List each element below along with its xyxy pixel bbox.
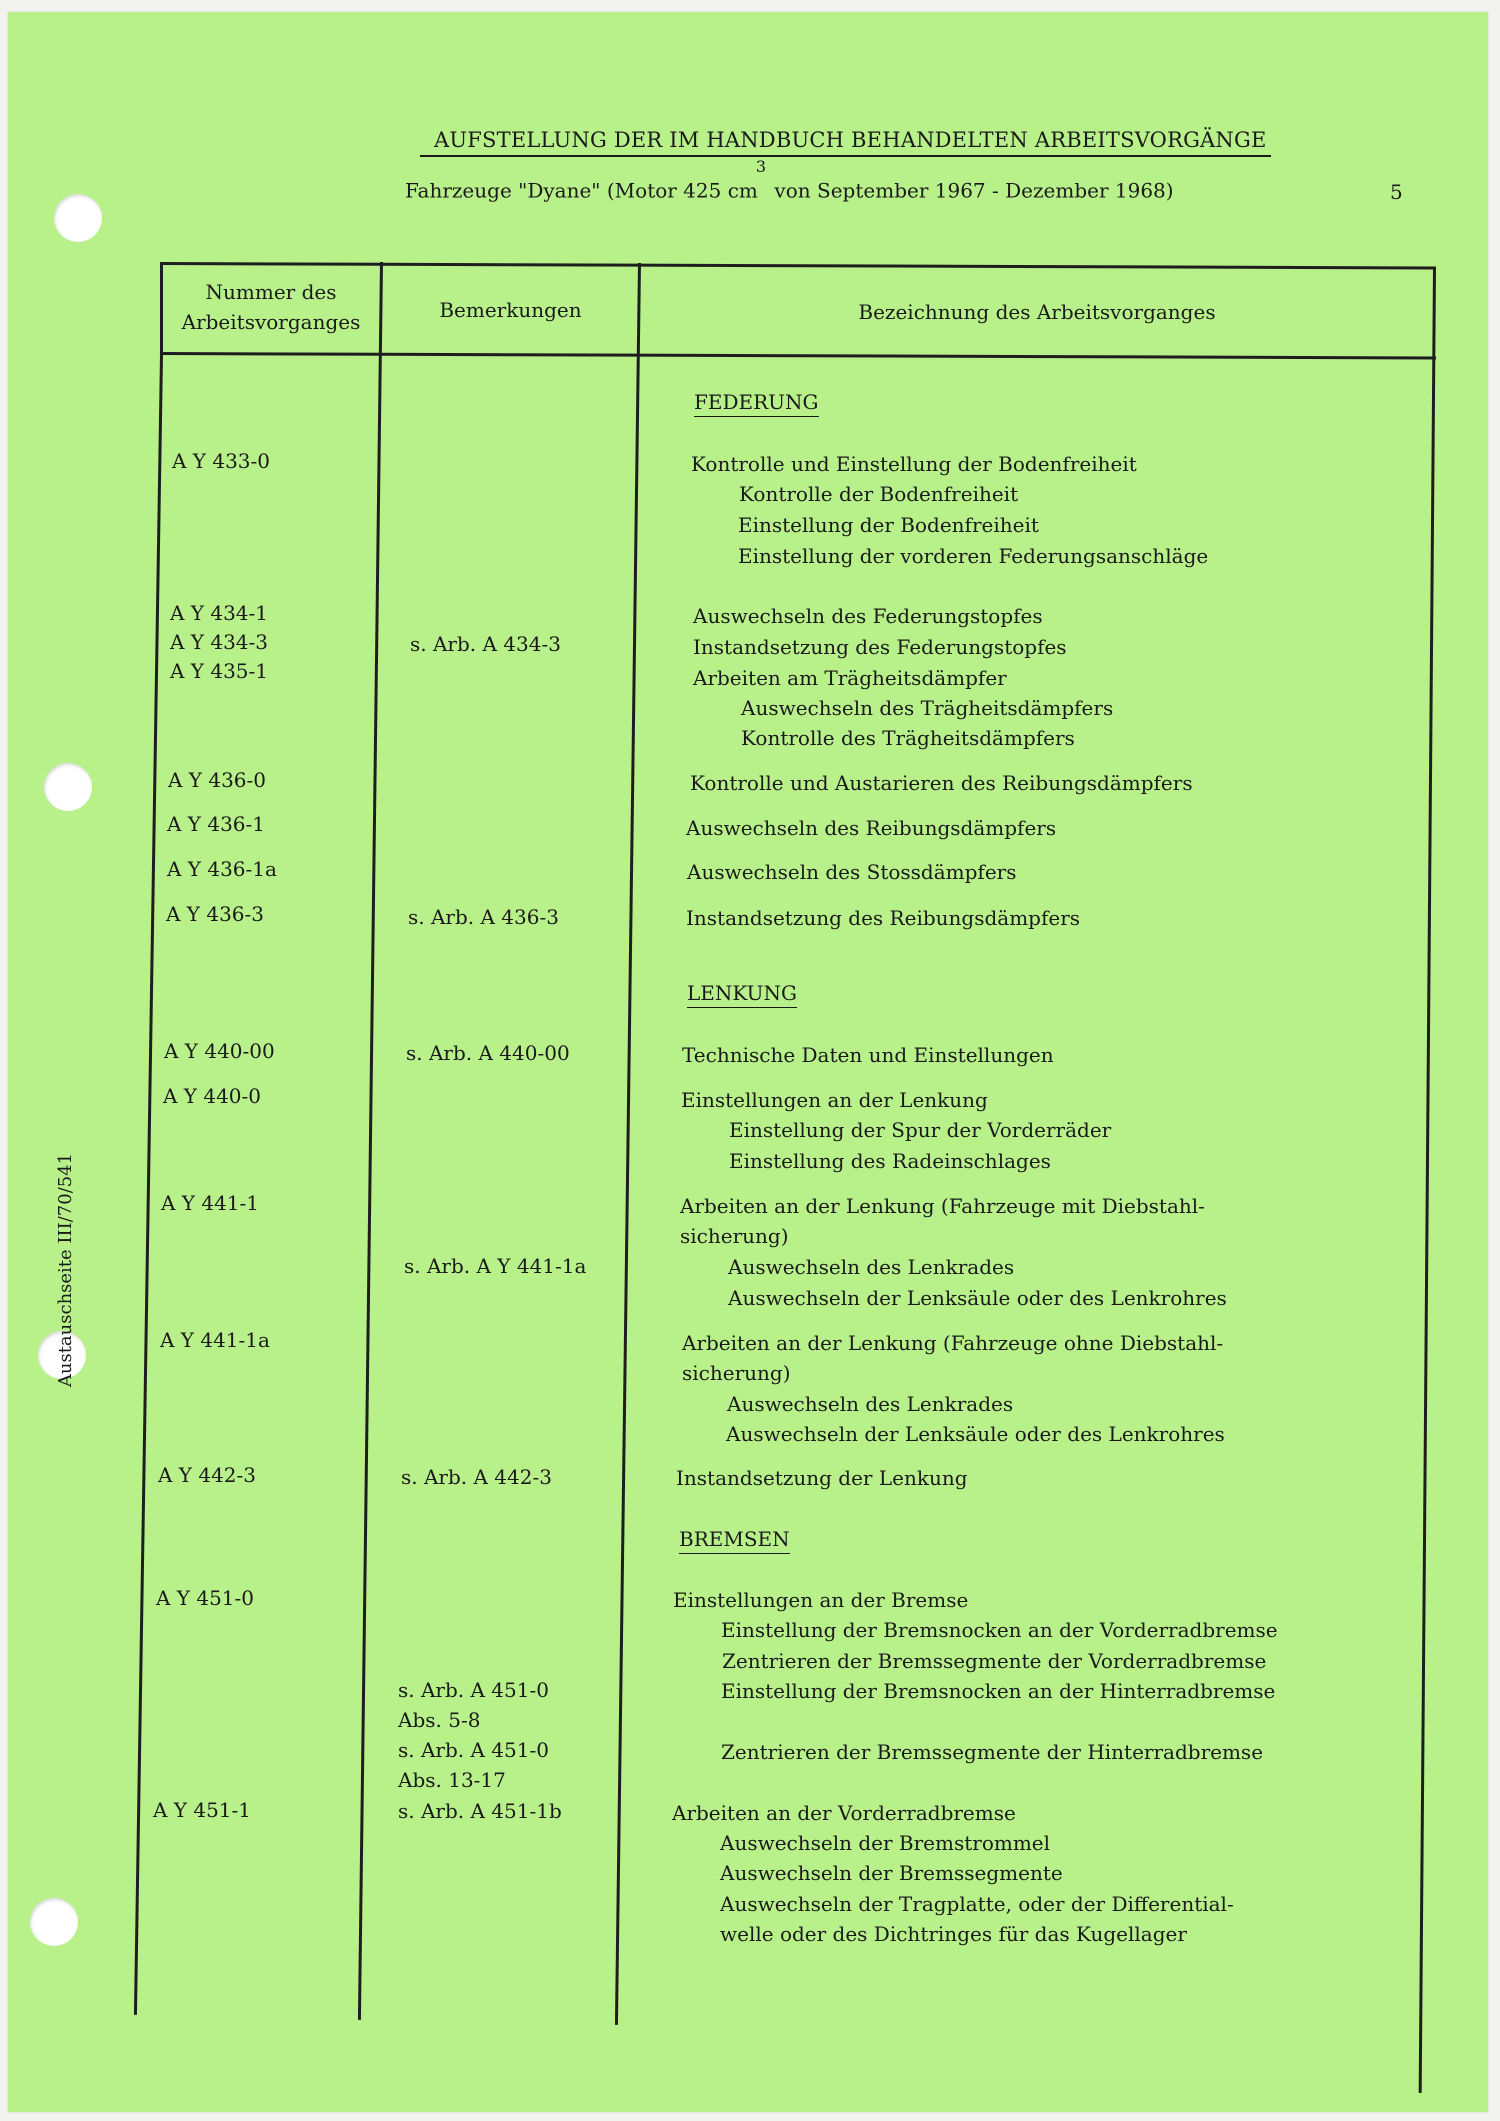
work-number: A Y 440-00 [164,1039,275,1063]
work-remark: s. Arb. A 451-1b [398,1799,562,1823]
work-description: Einstellungen an der Lenkung [681,1088,988,1112]
punch-hole [54,194,102,242]
work-description: Instandsetzung des Federungstopfes [693,635,1067,659]
work-number: A Y 451-1 [153,1798,252,1822]
header-number: Nummer des Arbeitsvorganges [181,280,361,334]
punch-hole [44,763,92,811]
work-subdescription: Kontrolle des Trägheitsdämpfers [741,726,1075,750]
work-remark: Abs. 5-8 [398,1708,481,1732]
work-remark: s. Arb. A 442-3 [401,1465,552,1489]
work-subdescription: Kontrolle der Bodenfreiheit [739,482,1019,506]
work-remark: Abs. 13-17 [398,1768,506,1792]
work-number: A Y 434-1 [170,601,269,625]
work-description: Auswechseln des Federungstopfes [693,604,1043,628]
work-number: A Y 433-0 [172,449,271,473]
work-remark: s. Arb. A Y 441-1a [404,1254,587,1278]
work-number: A Y 441-1 [161,1191,260,1215]
header-description: Bezeichnung des Arbeitsvorganges [858,300,1216,324]
work-subdescription: Auswechseln des Trägheitsdämpfers [741,696,1114,720]
section-heading: FEDERUNG [694,390,819,414]
work-description: Einstellungen an der Bremse [673,1588,969,1612]
work-description: Instandsetzung des Reibungsdämpfers [686,906,1081,930]
work-description: Arbeiten an der Vorderradbremse [672,1801,1016,1825]
work-description: Auswechseln des Reibungsdämpfers [686,816,1057,840]
work-subdescription: Einstellung der Bremsnocken an der Hinterradbremse [721,1679,1276,1703]
section-heading: BREMSEN [679,1527,790,1551]
work-subdescription: Auswechseln der Tragplatte, oder der Differential- [720,1892,1234,1916]
work-subdescription: Einstellung der Bodenfreiheit [738,513,1039,537]
work-remark: s. Arb. A 451-0 [398,1678,549,1702]
work-subdescription: Auswechseln des Lenkrades [727,1392,1014,1416]
work-subdescription: Einstellung der vorderen Federungsanschläge [738,544,1209,568]
work-description: sicherung) [680,1224,789,1248]
work-number: A Y 440-0 [163,1084,262,1108]
document-title: AUFSTELLUNG DER IM HANDBUCH BEHANDELTEN ARBEITSVORGÄNGE [420,128,1220,157]
work-number: A Y 436-0 [168,768,267,792]
work-number: A Y 436-1 [167,812,266,836]
work-number: A Y 442-3 [158,1463,257,1487]
work-number: A Y 434-3 [170,630,269,654]
work-subdescription: Einstellung der Spur der Vorderräder [729,1118,1112,1142]
work-description: Arbeiten an der Lenkung (Fahrzeuge ohne Diebstahl- [682,1331,1224,1355]
header-remarks: Bemerkungen [439,298,582,322]
work-number: A Y 441-1a [160,1328,270,1352]
work-description: Kontrolle und Einstellung der Bodenfreiheit [691,452,1137,476]
work-remark: s. Arb. A 451-0 [398,1738,549,1762]
side-reference: Austauschseite III/70/541 [55,1152,76,1388]
work-subdescription: Auswechseln der Lenksäule oder des Lenkrohres [728,1286,1227,1310]
work-subdescription: Einstellung des Radeinschlages [729,1149,1051,1173]
work-subdescription: Zentrieren der Bremssegmente der Vorderradbremse [722,1649,1267,1673]
document-subtitle: Fahrzeuge "Dyane" (Motor 425 $cm^3$ von September 1967 - Dezember 1968) [405,157,1174,203]
work-remark: s. Arb. A 434-3 [410,632,561,656]
section-heading: LENKUNG [687,981,797,1005]
work-number: A Y 451-0 [156,1586,255,1610]
work-description: Instandsetzung der Lenkung [676,1466,968,1490]
work-description: Arbeiten am Trägheitsdämpfer [693,666,1007,690]
work-subdescription: Zentrieren der Bremssegmente der Hinterradbremse [721,1740,1264,1764]
work-description: Technische Daten und Einstellungen [682,1043,1054,1067]
work-subdescription: Auswechseln des Lenkrades [728,1255,1015,1279]
work-subdescription: Auswechseln der Lenksäule oder des Lenkrohres [726,1422,1225,1446]
page-number: 5 [1390,180,1403,204]
work-description: Auswechseln des Stossdämpfers [687,860,1017,884]
work-description: Kontrolle und Austarieren des Reibungsdämpfers [690,771,1193,795]
punch-hole [30,1898,78,1946]
work-number: A Y 436-3 [166,902,265,926]
work-remark: s. Arb. A 440-00 [406,1041,570,1065]
work-subdescription: Auswechseln der Bremssegmente [720,1861,1063,1885]
work-remark: s. Arb. A 436-3 [408,905,559,929]
work-number: A Y 436-1a [167,857,277,881]
work-subdescription: welle oder des Dichtringes für das Kugellager [720,1922,1187,1946]
work-subdescription: Einstellung der Bremsnocken an der Vorderradbremse [721,1618,1278,1642]
work-subdescription: Auswechseln der Bremstrommel [720,1831,1051,1855]
work-description: sicherung) [682,1361,791,1385]
work-number: A Y 435-1 [170,659,269,683]
work-description: Arbeiten an der Lenkung (Fahrzeuge mit Diebstahl- [680,1194,1205,1218]
